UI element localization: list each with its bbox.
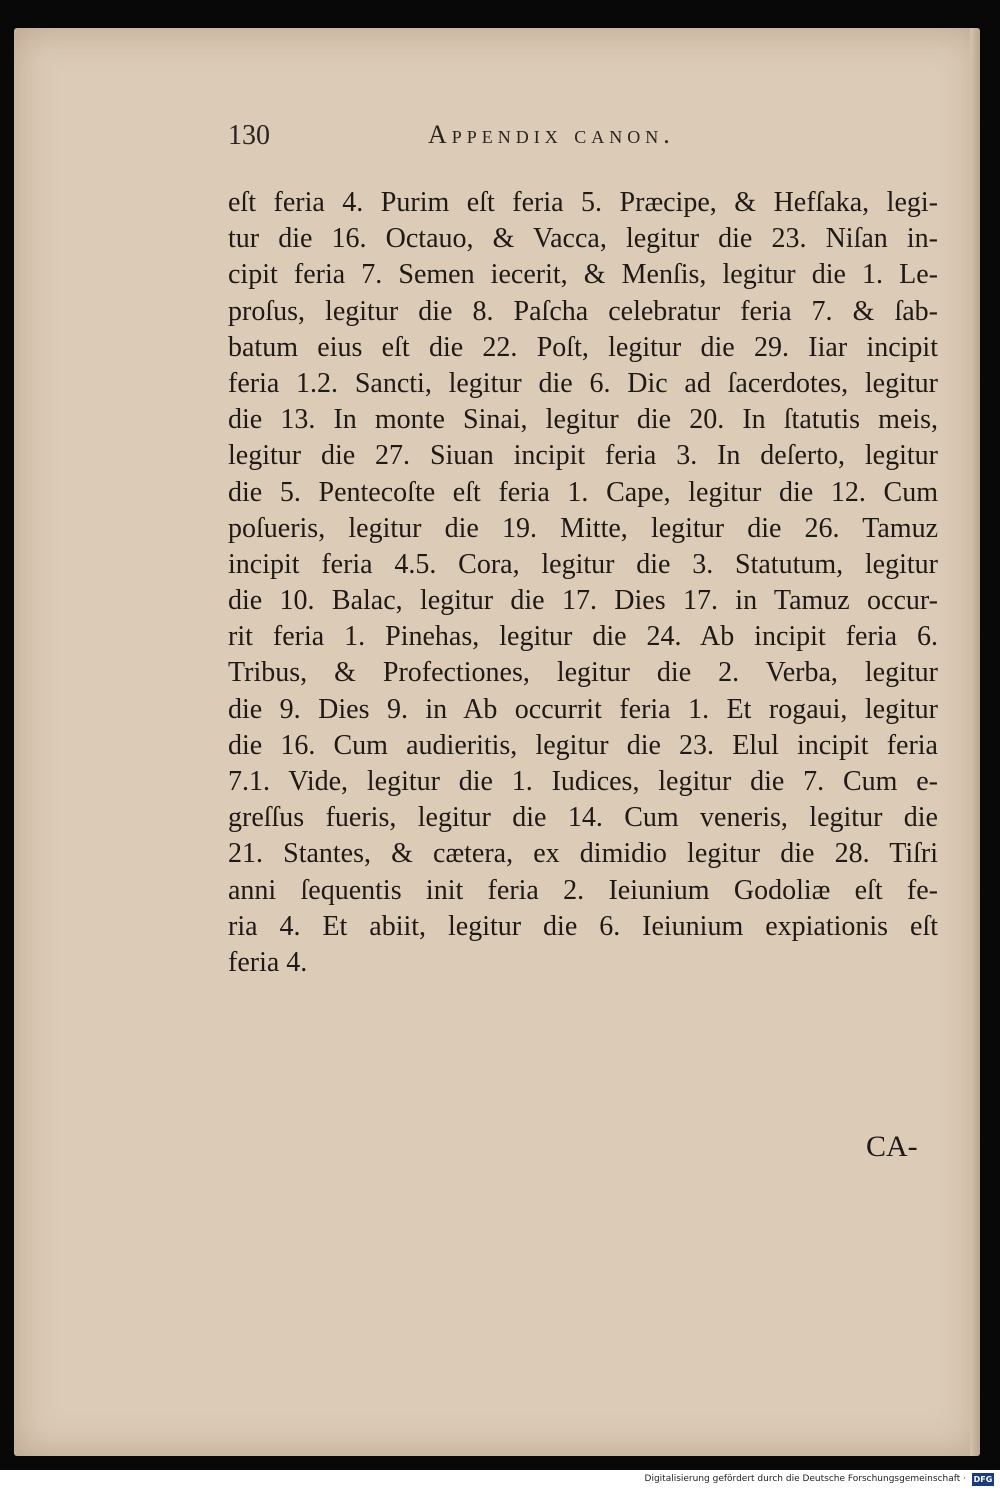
text-line: ria 4. Et abiit, legitur die 6. Ieiunium expiationis eſt <box>228 910 938 942</box>
text-line: die 16. Cum audieritis, legitur die 23. Elul incipit feria <box>228 729 938 761</box>
text-line: cipit feria 7. Semen iecerit, & Menſis, legitur die 1. Le- <box>228 259 938 291</box>
running-head-title: Appendix canon. <box>428 120 675 149</box>
dfg-logo: DFG <box>973 1475 993 1484</box>
text-line: incipit feria 4.5. Cora, legitur die 3. Statutum, legitur <box>228 548 938 580</box>
text-line: die 9. Dies 9. in Ab occurrit feria 1. Et rogaui, legitur <box>228 693 938 725</box>
body-text <box>228 185 938 981</box>
text-line: legitur die 27. Siuan incipit feria 3. In deſerto, legitur <box>228 440 938 472</box>
text-line: feria 1.2. Sancti, legitur die 6. Dic ad ſacerdotes, legitur <box>228 367 938 399</box>
text-line: tur die 16. Octauo, & Vacca, legitur die 23. Niſan in- <box>228 223 938 255</box>
text-line: poſueris, legitur die 19. Mitte, legitur die 26. Tamuz <box>228 512 938 544</box>
text-line: eſt feria 4. Purim eſt feria 5. Præcipe, & Hefſaka, legi- <box>228 187 938 218</box>
footer-credit: Digitalisierung gefördert durch die Deutsche Forschungsgemeinschaft · <box>644 1474 966 1484</box>
text-line: die 10. Balac, legitur die 17. Dies 17. in Tamuz occur- <box>228 585 938 617</box>
text-line: die 5. Pentecoſte eſt feria 1. Cape, legitur die 12. Cum <box>228 476 938 508</box>
text-line: Tribus, & Profectiones, legitur die 2. Verba, legitur <box>228 657 938 689</box>
catchword: CA- <box>866 1130 918 1163</box>
text-line: die 13. In monte Sinai, legitur die 20. In ſtatutis meis, <box>228 404 938 436</box>
text-line: proſus, legitur die 8. Paſcha celebratur feria 7. & ſab- <box>228 295 938 327</box>
text-line: greſſus fueris, legitur die 14. Cum veneris, legitur die <box>228 802 938 834</box>
text-line: 7.1. Vide, legitur die 1. Iudices, legitur die 7. Cum e- <box>228 766 938 797</box>
text-line: 21. Stantes, & cætera, ex dimidio legitur die 28. Tiſri <box>228 838 938 870</box>
running-head <box>228 120 788 160</box>
page-number: 130 <box>228 120 270 151</box>
page-edge <box>970 28 980 1456</box>
text-line: feria 4. <box>228 946 308 978</box>
text-line: anni ſequentis init feria 2. Ieiunium Godoliæ eſt fe- <box>228 874 938 906</box>
text-line: rit feria 1. Pinehas, legitur die 24. Ab incipit feria 6. <box>228 621 938 653</box>
text-line: batum eius eſt die 22. Poſt, legitur die 29. Iiar incipit <box>228 331 938 363</box>
